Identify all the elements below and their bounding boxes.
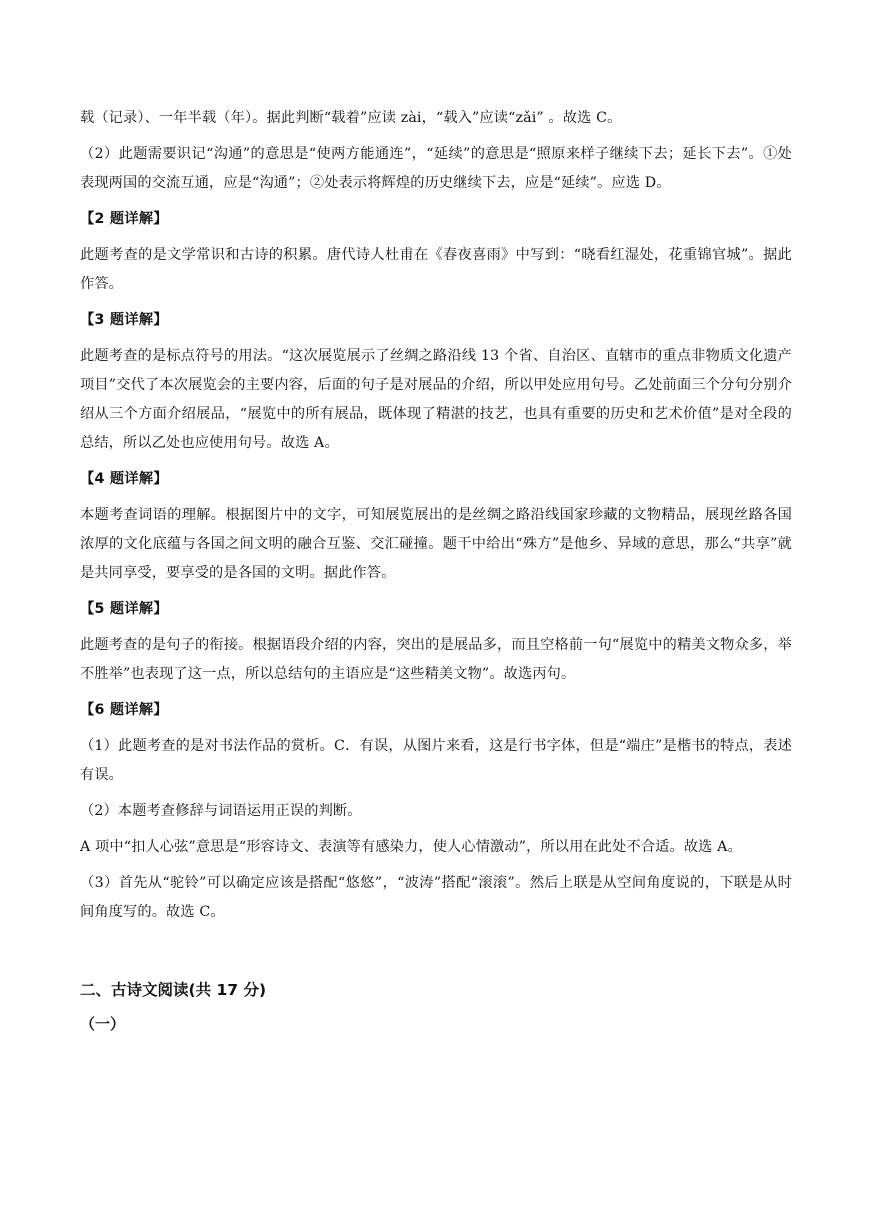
- question-detail-heading: 【6 题详解】: [80, 702, 168, 718]
- question-detail-heading: 【2 题详解】: [80, 211, 168, 227]
- question-detail-heading: 【4 题详解】: [80, 471, 168, 487]
- paragraph: A 项中“扣人心弦”意思是“形容诗文、表演等有感染力，使人心情激动”，所以用在此处不合适。故选 A。: [80, 839, 742, 855]
- paragraph: 载（记录）、一年半载（年）。据此判断“载着”应读 zài，“载入”应读“zǎi” 。故选 C。: [80, 110, 622, 126]
- section-title: 二、古诗文阅读(共 17 分): [80, 981, 267, 999]
- paragraph: 本题考查词语的理解。根据图片中的文字，可知展览展出的是丝绸之路沿线国家珍藏的文物精品，展现丝路各国浓厚的文化底蕴与各国之间文明的融合互鉴、交汇碰撞。题干中给出“殊方”是他乡、异域的意思，那么“共享”就是共同享受，要享受的是各国的文明。据此作答。: [80, 507, 792, 581]
- document-content: [80, 104, 792, 1039]
- paragraph: 此题考查的是文学常识和古诗的积累。唐代诗人杜甫在《春夜喜雨》中写到：“晓看红湿处，花重锦官城”。据此作答。: [80, 247, 792, 292]
- paragraph: （1）此题考查的是对书法作品的赏析。C．有误，从图片来看，这是行书字体，但是“端庄”是楷书的特点，表述有误。: [80, 738, 792, 783]
- subsection-title: （一）: [80, 1015, 126, 1033]
- paragraph: 此题考查的是句子的衔接。根据语段介绍的内容，突出的是展品多，而且空格前一句“展览中的精美文物众多，举不胜举”也表现了这一点，所以总结句的主语应是“这些精美文物”。故选丙句。: [80, 637, 792, 682]
- paragraph: 此题考查的是标点符号的用法。“这次展览展示了丝绸之路沿线 13 个省、自治区、直辖市的重点非物质文化遗产项目”交代了本次展览会的主要内容，后面的句子是对展品的介绍，所以甲处应用句号。乙处前面三个分句分别介绍从三个方面介绍展品，“展览中的所有展品，既体现了精湛的技艺，也具有重要的历史和艺术价值”是对全段的总结，所以乙处也应使用句号。故选 A。: [80, 348, 792, 451]
- question-detail-heading: 【3 题详解】: [80, 312, 168, 328]
- paragraph: （2）此题需要识记“沟通”的意思是“使两方能通连”，“延续”的意思是“照原来样子继续下去；延长下去”。①处表现两国的交流互通，应是“沟通”；②处表示将辉煌的历史继续下去，应是“延续”。应选 D。: [80, 146, 792, 191]
- question-detail-heading: 【5 题详解】: [80, 601, 168, 617]
- paragraph: （2）本题考查修辞与词语运用正误的判断。: [80, 803, 362, 819]
- paragraph: （3）首先从“驼铃”可以确定应该是搭配“悠悠”，“波涛”搭配“滚滚”。然后上联是从空间角度说的，下联是从时间角度写的。故选 C。: [80, 875, 792, 920]
